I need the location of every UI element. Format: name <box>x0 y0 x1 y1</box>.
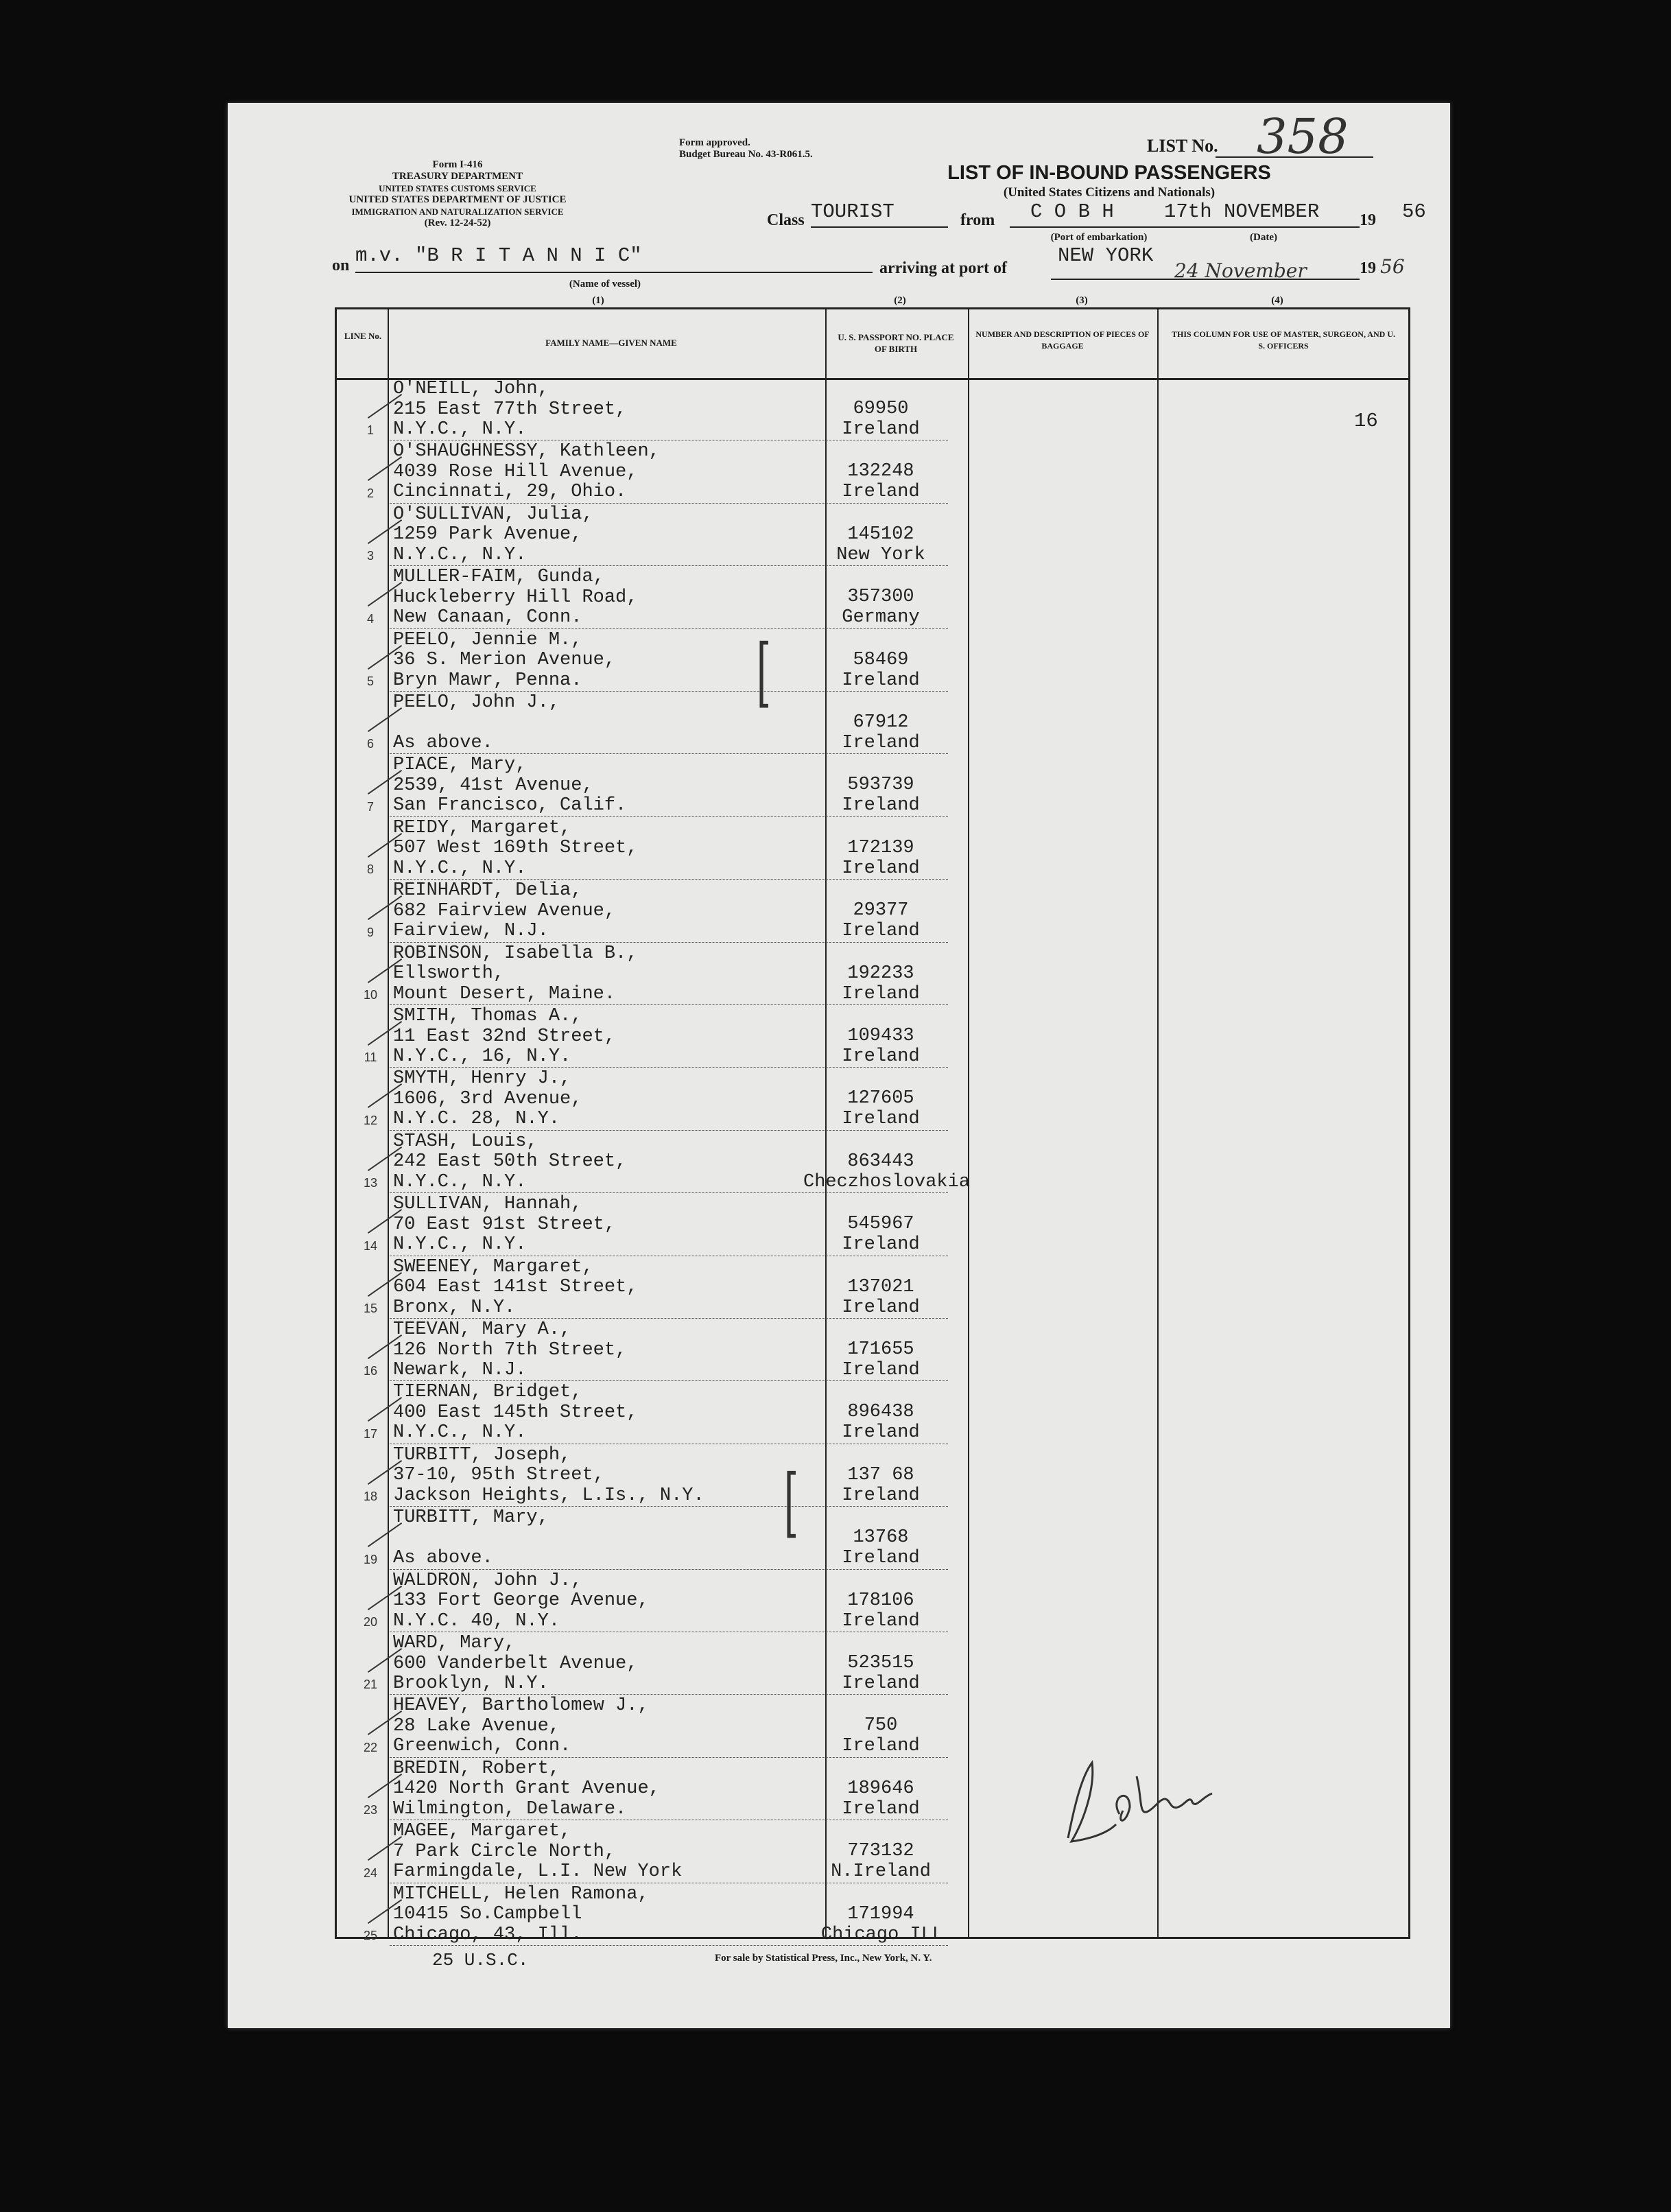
line-number: 2 <box>366 486 374 500</box>
place-of-birth: Ireland <box>842 1297 920 1318</box>
line-number: 6 <box>366 737 374 751</box>
document-title: LIST OF IN-BOUND PASSENGERS <box>947 162 1271 184</box>
header-line-no: LINE No. <box>344 331 382 341</box>
header-baggage: NUMBER AND DESCRIPTION OF PIECES OF BAGGAGE <box>975 329 1150 351</box>
arriving-label: arriving at port of <box>879 259 1007 277</box>
justice-dept: UNITED STATES DEPARTMENT OF JUSTICE <box>348 194 567 205</box>
table-row <box>337 1381 1408 1444</box>
line-number: 16 <box>363 1364 378 1378</box>
passenger-list-document <box>228 103 1450 2028</box>
arrival-year: 56 <box>1380 255 1405 278</box>
footer-printer: For sale by Statistical Press, Inc., New York, N. Y. <box>715 1953 932 1964</box>
header-name: FAMILY NAME—GIVEN NAME <box>545 338 677 348</box>
place-of-birth: Ireland <box>842 795 920 816</box>
year-prefix: 19 <box>1360 211 1376 229</box>
passenger-name-address: WALDRON, John J., 133 Fort George Avenue, N.Y.C. 40, N.Y. <box>393 1570 649 1632</box>
arrival-year-prefix: 19 <box>1360 259 1376 277</box>
passport-number: 58469 <box>853 649 909 670</box>
table-row <box>337 566 1408 628</box>
table-row <box>337 378 1408 440</box>
table-row <box>337 1444 1408 1507</box>
on-label: on <box>332 257 350 274</box>
line-number: 17 <box>363 1426 378 1441</box>
table-row <box>337 1820 1408 1883</box>
passenger-name-address: SULLIVAN, Hannah, 70 East 91st Street, N.Y.C., N.Y. <box>393 1194 616 1256</box>
line-number: 21 <box>363 1678 378 1692</box>
form-approved: Form approved. <box>679 137 750 148</box>
place-of-birth: Ireland <box>842 670 920 691</box>
line-number: 7 <box>366 799 374 814</box>
passport-number: 172139 <box>847 837 914 858</box>
passenger-name-address: STASH, Louis, 242 East 50th Street, N.Y.C., N.Y. <box>393 1131 627 1192</box>
place-of-birth: Ireland <box>842 921 920 942</box>
line-number: 24 <box>363 1866 378 1880</box>
table-row <box>337 943 1408 1005</box>
col-number-4: (4) <box>1271 295 1283 306</box>
passport-number: 67912 <box>853 712 909 733</box>
passenger-name-address: TURBITT, Joseph, 37-10, 95th Street, Jackson Heights, L.Is., N.Y. <box>393 1444 704 1506</box>
line-number: 13 <box>363 1176 378 1190</box>
line-number: 14 <box>363 1238 378 1253</box>
passenger-name-address: ROBINSON, Isabella B., Ellsworth, Mount Desert, Maine. <box>393 943 638 1004</box>
footer-count: 25 U.S.C. <box>432 1950 529 1970</box>
line-number: 11 <box>364 1050 377 1065</box>
place-of-birth: Ireland <box>842 482 920 503</box>
place-of-birth: Ireland <box>842 1046 920 1067</box>
vessel-underline <box>355 272 873 273</box>
table-row <box>337 754 1408 816</box>
place-of-birth: Ireland <box>842 1798 920 1820</box>
line-number: 1 <box>366 423 374 438</box>
table-row <box>337 504 1408 566</box>
place-of-birth: Checzhoslovakia <box>803 1171 971 1192</box>
table-row <box>337 1319 1408 1381</box>
list-no-label: LIST No. <box>1147 136 1218 156</box>
from-label: from <box>960 211 995 229</box>
passenger-name-address: WARD, Mary, 600 Vanderbelt Avenue, Brooklyn, N.Y. <box>393 1633 638 1694</box>
line-number: 22 <box>363 1740 378 1754</box>
passport-number: 171655 <box>847 1339 914 1360</box>
passport-number: 109433 <box>847 1026 914 1046</box>
line-number: 12 <box>363 1113 378 1127</box>
passport-number: 545967 <box>847 1214 914 1235</box>
table-row <box>337 1131 1408 1193</box>
port-of-embarkation: C O B H <box>1030 200 1114 223</box>
col-number-2: (2) <box>894 295 906 306</box>
line-number: 19 <box>363 1552 378 1566</box>
immigration-service: IMMIGRATION AND NATURALIZATION SERVICE <box>351 207 564 217</box>
line-number: 10 <box>363 987 378 1002</box>
passport-number: 69950 <box>853 399 909 419</box>
vessel-caption: (Name of vessel) <box>569 279 641 290</box>
passport-number: 132248 <box>847 461 914 482</box>
passport-number: 137 68 <box>847 1464 914 1485</box>
form-number: Form I-416 <box>432 159 483 170</box>
treasury-dept: TREASURY DEPARTMENT <box>392 171 523 182</box>
passenger-name-address: REIDY, Margaret, 507 West 169th Street, N.Y.C., N.Y. <box>393 817 638 879</box>
place-of-birth: Ireland <box>842 858 920 879</box>
place-of-birth: Ireland <box>842 983 920 1004</box>
line-number: 23 <box>363 1803 378 1817</box>
date-caption: (Date) <box>1250 232 1277 243</box>
passport-number: 127605 <box>847 1088 914 1109</box>
place-of-birth: Ireland <box>842 419 920 440</box>
table-row <box>337 1883 1408 1946</box>
class-value: TOURIST <box>811 200 894 223</box>
passenger-name-address: MAGEE, Margaret, 7 Park Circle North, Farmingdale, L.I. New York <box>393 1821 683 1883</box>
customs-service: UNITED STATES CUSTOMS SERVICE <box>379 183 536 193</box>
passport-number: 750 <box>864 1715 898 1737</box>
table-row <box>337 1570 1408 1632</box>
passport-number: 189646 <box>847 1778 914 1799</box>
place-of-birth: Ireland <box>842 1485 920 1506</box>
place-of-birth: Ireland <box>842 1673 920 1694</box>
place-of-birth: Ireland <box>842 1736 920 1757</box>
port-of-embarkation-caption: (Port of embarkation) <box>1050 232 1148 243</box>
passenger-table <box>335 307 1410 1945</box>
year-value: 56 <box>1402 200 1426 223</box>
place-of-birth: New York <box>836 544 925 565</box>
table-row <box>337 629 1408 692</box>
budget-bureau: Budget Bureau No. 43-R061.5. <box>679 149 813 160</box>
passport-number: 593739 <box>847 775 914 796</box>
passport-number: 13768 <box>853 1527 909 1549</box>
table-row <box>337 880 1408 942</box>
class-underline <box>811 226 948 228</box>
arrival-date: 24 November <box>1174 259 1307 282</box>
passport-number: 896438 <box>847 1402 914 1423</box>
header-officers: THIS COLUMN FOR USE OF MASTER, SURGEON, AND U. S. OFFICERS <box>1172 329 1395 351</box>
revision: (Rev. 12-24-52) <box>424 217 491 228</box>
place-of-birth: Chicago ILL <box>820 1924 944 1945</box>
table-row <box>337 1758 1408 1820</box>
line-number: 18 <box>363 1490 378 1504</box>
place-of-birth: Ireland <box>842 1548 920 1569</box>
table-row <box>337 1068 1408 1130</box>
passenger-name-address: HEAVEY, Bartholomew J., 28 Lake Avenue, Greenwich, Conn. <box>393 1695 649 1757</box>
passenger-name-address: TEEVAN, Mary A., 126 North 7th Street, Newark, N.J. <box>393 1319 627 1380</box>
line-number: 8 <box>366 862 374 877</box>
table-row <box>337 1193 1408 1256</box>
row-divider <box>390 1945 948 1946</box>
vessel-name: m.v. "B R I T A N N I C" <box>355 244 642 267</box>
passenger-name-address: TURBITT, Mary, As above. <box>393 1507 549 1569</box>
list-number: 358 <box>1257 108 1349 165</box>
table-row <box>337 692 1408 754</box>
passport-number: 171994 <box>847 1903 914 1925</box>
place-of-birth: N.Ireland <box>831 1861 931 1883</box>
passenger-name-address: BREDIN, Robert, 1420 North Grant Avenue, Wilmington, Delaware. <box>393 1758 660 1820</box>
place-of-birth: Ireland <box>842 1422 920 1444</box>
document-subtitle: (United States Citizens and Nationals) <box>1003 185 1216 200</box>
passenger-name-address: SWEENEY, Margaret, 604 East 141st Street, Bronx, N.Y. <box>393 1256 638 1318</box>
line-number: 9 <box>366 925 374 939</box>
class-label: Class <box>767 211 805 229</box>
place-of-birth: Ireland <box>842 1610 920 1632</box>
line-number: 20 <box>363 1614 378 1629</box>
passenger-name-address: PEELO, John J., As above. <box>393 692 560 753</box>
from-underline <box>1010 226 1360 228</box>
place-of-birth: Ireland <box>842 1109 920 1130</box>
place-of-birth: Ireland <box>842 1234 920 1256</box>
bracket-mark-1: [ <box>756 628 772 716</box>
col-number-1: (1) <box>592 295 604 306</box>
line-number: 15 <box>363 1301 378 1315</box>
line-number: 5 <box>366 674 374 688</box>
table-row <box>337 1695 1408 1757</box>
passport-number: 145102 <box>847 523 914 545</box>
passenger-name-address: TIERNAN, Bridget, 400 East 145th Street, N.Y.C., N.Y. <box>393 1382 638 1444</box>
col-number-3: (3) <box>1076 295 1088 306</box>
line-number: 3 <box>366 549 374 563</box>
passport-number: 178106 <box>847 1590 914 1611</box>
passport-number: 773132 <box>847 1841 914 1862</box>
passenger-name-address: O'NEILL, John, 215 East 77th Street, N.Y.C., N.Y. <box>393 379 627 440</box>
place-of-birth: Ireland <box>842 1360 920 1380</box>
bracket-mark-2: [ <box>783 1458 799 1546</box>
passenger-name-address: SMYTH, Henry J., 1606, 3rd Avenue, N.Y.C. 28, N.Y. <box>393 1068 582 1130</box>
passport-number: 863443 <box>847 1151 914 1172</box>
line-number: 25 <box>363 1928 378 1942</box>
passport-number: 192233 <box>847 963 914 984</box>
passenger-name-address: PEELO, Jennie M., 36 S. Merion Avenue, Bryn Mawr, Penna. <box>393 629 616 691</box>
arrival-underline <box>1051 279 1360 280</box>
arriving-port: NEW YORK <box>1058 244 1154 267</box>
header-passport: U. S. PASSPORT NO. PLACE OF BIRTH <box>838 332 954 354</box>
place-of-birth: Germany <box>842 607 920 628</box>
table-row <box>337 440 1408 503</box>
place-of-birth: Ireland <box>842 733 920 753</box>
passport-number: 357300 <box>847 587 914 608</box>
passport-number: 523515 <box>847 1653 914 1673</box>
table-row <box>337 1632 1408 1695</box>
passenger-name-address: O'SHAUGHNESSY, Kathleen, 4039 Rose Hill Avenue, Cincinnati, 29, Ohio. <box>393 441 660 503</box>
table-row <box>337 817 1408 880</box>
embarkation-date: 17th NOVEMBER <box>1164 200 1320 223</box>
officer-signature <box>1041 1736 1219 1839</box>
passenger-name-address: MITCHELL, Helen Ramona, 10415 So.Campbell Chicago, 43, Ill. <box>393 1883 649 1945</box>
passport-number: 137021 <box>847 1276 914 1297</box>
table-row <box>337 1256 1408 1319</box>
line-number: 4 <box>366 611 374 626</box>
passenger-name-address: MULLER-FAIM, Gunda, Huckleberry Hill Road, New Canaan, Conn. <box>393 567 638 628</box>
officers-note: 16 <box>1354 410 1378 432</box>
passport-number: 29377 <box>853 900 909 921</box>
passenger-name-address: O'SULLIVAN, Julia, 1259 Park Avenue, N.Y.C., N.Y. <box>393 504 593 565</box>
passenger-name-address: PIACE, Mary, 2539, 41st Avenue, San Francisco, Calif. <box>393 755 627 816</box>
table-row <box>337 1005 1408 1068</box>
passenger-name-address: REINHARDT, Delia, 682 Fairview Avenue, Fairview, N.J. <box>393 880 616 942</box>
table-row <box>337 1507 1408 1569</box>
passenger-name-address: SMITH, Thomas A., 11 East 32nd Street, N.Y.C., 16, N.Y. <box>393 1006 616 1067</box>
